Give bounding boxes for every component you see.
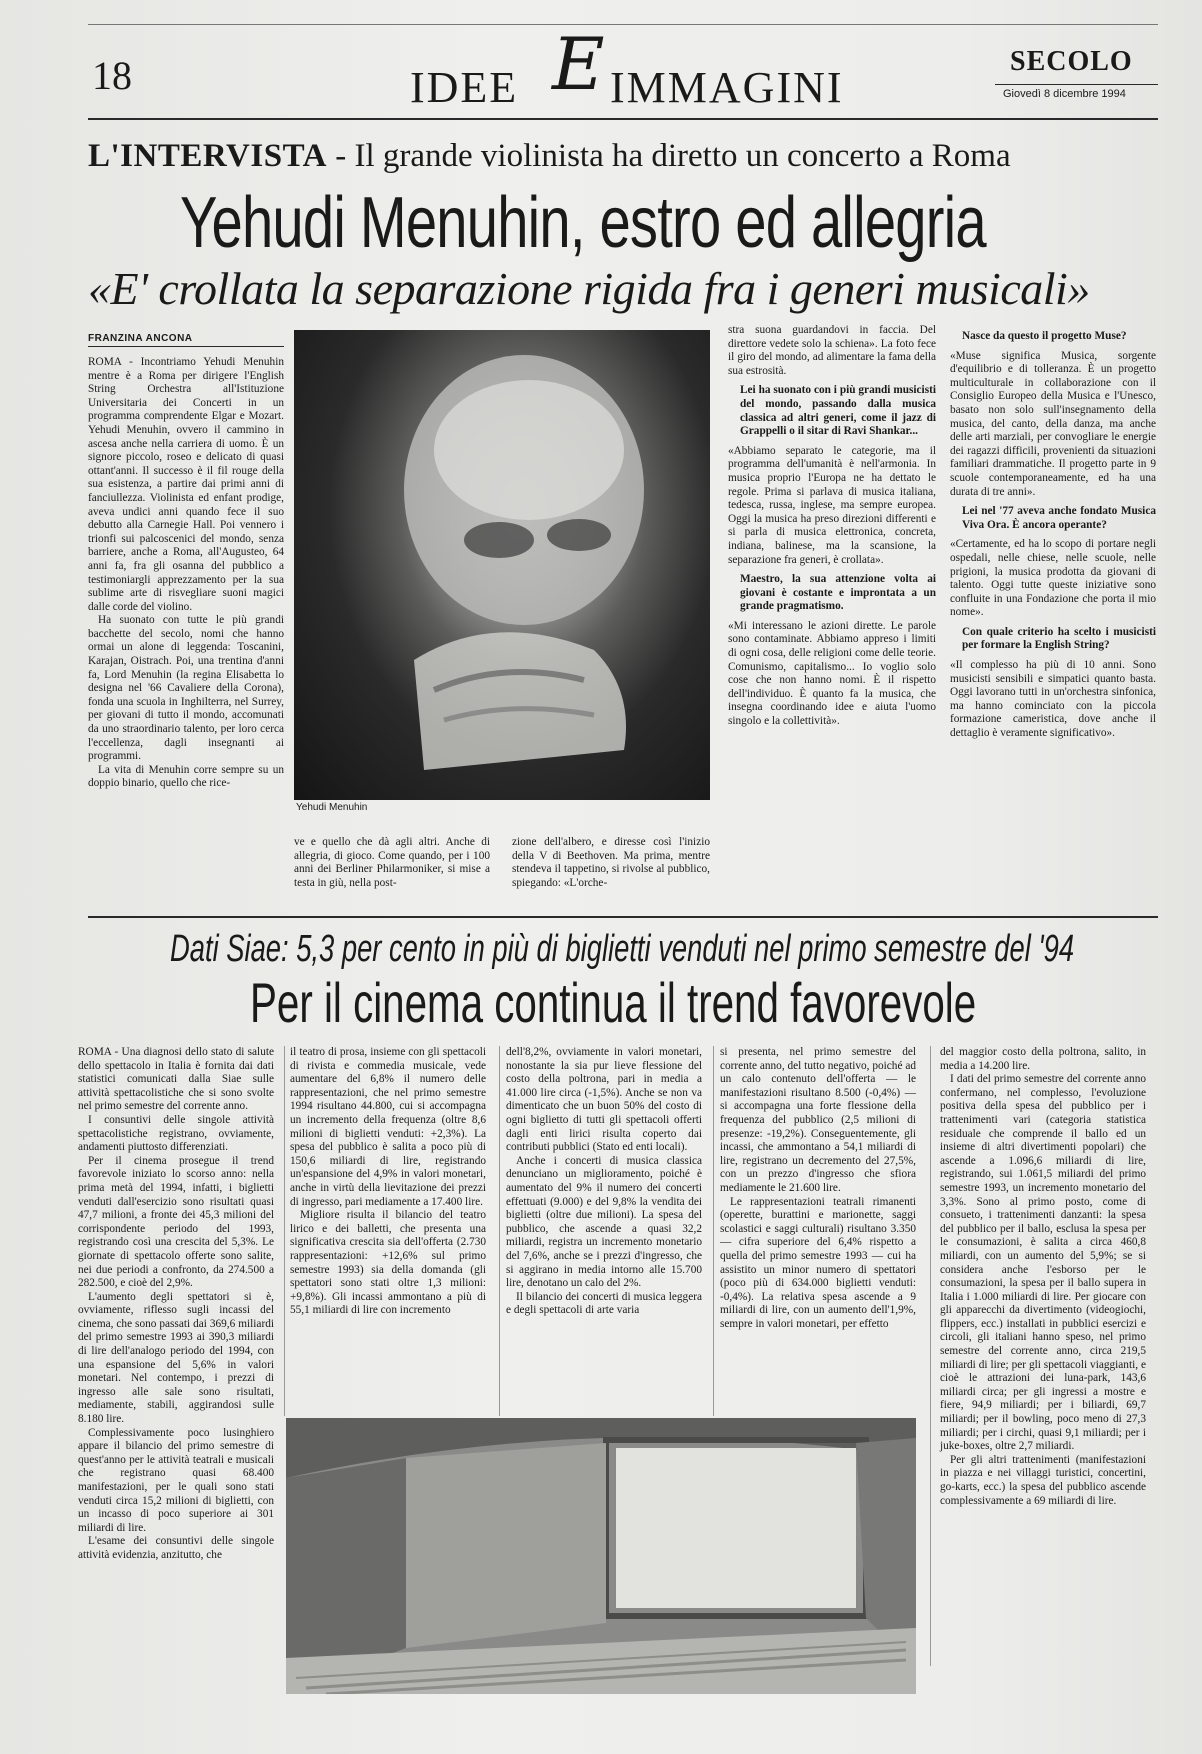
paragraph: Ha suonato con tutte le più grandi bacchette del secolo, nomi che hanno ormai un alone di leggenda: Toscanini, Karajan, Oistrach. Poi, una trentina d'anni fa, Lord Menuhin (la regina Elisabetta lo designa nel '66 Cavaliere della Corona), fonda una scuola in Inghilterra, nel Surrey, per giovani di tutto il mondo, accomunati da uno straordinario talento, per loro cerca l'eccellenza, dagli insegnanti ai programmi. xyxy=(88,614,284,763)
paragraph: si presenta, nel primo semestre del corrente anno, del tutto negativo, poiché ad un calo contenuto dell'offerta — le manifestazioni risultano 8.500 (-0,4%) — si accompagna una forte flessione della frequenza del pubblico (2,5 milioni di presenze: -19,2%). Conseguentemente, gli incassi, che ammontano a 54,1 miliardi di lire, registrano un decremento del 27,5%, con un prezzo d'ingresso che sfiora mediamente le 21.600 lire. xyxy=(720,1046,916,1194)
section-word-immagini: IMMAGINI xyxy=(610,63,844,112)
paragraph: Complessivamente poco lusinghiero appare il bilancio del primo semestre di quest'anno per le attività teatrali e musicali che registrano quasi 68.400 manifestazioni, per le quali sono stati venduti circa 15,2 milioni di biglietti, con un incasso di poco superiore ai 301 miliardi di lire. xyxy=(78,1426,274,1534)
cinema-column-4 xyxy=(720,1046,916,1331)
paragraph: Il bilancio dei concerti di musica leggera e degli spettacoli di arte varia xyxy=(506,1290,702,1317)
paragraph: ROMA - Incontriamo Yehudi Menuhin mentre è a Roma per dirigere l'English String Orchestra all'Istituzione Universitaria dei Concerti in un programma comprendente Elgar e Mozart. Yehudi Menuhin, ovvero il cammino in ascesa anche nella carriera di uomo. È un signore piccolo, roseo e delicato di quasi ottant'anni. Il successo è il fil rouge della sua esistenza, a partire dai primi anni di fanciullezza. Violinista ed enfant prodige, aveva undici anni quando fece il suo debutto alla Carnegie Hall. Poi vennero i trionfi sui palcoscenici del mondo, senza barriere, anche a Roma, all'Augusteo, 64 anni fa, fra gli osanna del pubblico a testimoniargli apprezzamento per la sua sublime arte di risvegliare suoni magici dalle corde del violino. xyxy=(88,356,284,613)
interview-column-3 xyxy=(512,836,710,890)
menuhin-photo xyxy=(294,330,710,800)
question: Con quale criterio ha scelto i musicisti per formare la English String? xyxy=(962,625,1156,652)
column-rule xyxy=(930,1046,931,1666)
issue-date: Giovedì 8 dicembre 1994 xyxy=(1003,88,1126,100)
interview-column-2 xyxy=(294,836,490,890)
question: Lei nel '77 aveva anche fondato Musica Viva Ora. È ancora operante? xyxy=(962,505,1156,531)
paragraph: dell'8,2%, ovviamente in valori monetari, nonostante la sia pur lieve flessione del costo della poltrona, pari in media a 41.000 lire circa (-1,5%). Anche se non va dimenticato che un buon 50% del costo di ogni biglietto di tutti gli spettacoli offerti dagli enti lirici risulta coperto dai contributi pubblici (Stato ed enti locali). xyxy=(506,1046,702,1154)
date-rule xyxy=(995,84,1158,85)
paragraph: «Certamente, ed ha lo scopo di portare negli ospedali, nelle chiese, nelle scuole, nelle prigioni, la musica prodotta da giovani di talento. Oggi tutte queste iniziative sono confluite in una Fondazione che porta il mio nome». xyxy=(950,538,1156,619)
cinema-column-2 xyxy=(290,1046,486,1318)
interview-kicker xyxy=(88,138,1158,175)
paragraph: Migliore risulta il bilancio del teatro lirico e dei balletti, che presenta una significativa crescita sia dell'offerta (2.730 rappresentazioni: +12,6% sul primo semestre 1993) sia della domanda (gli spettatori sono stati oltre 1,3 milioni: +9,8%). Gli incassi ammontano a più di 55,1 miliardi di lire con incremento xyxy=(290,1209,486,1317)
question: Maestro, la sua attenzione volta ai giovani è costante e improntata a un grande pragmatismo. xyxy=(740,573,936,613)
interview-headline: Yehudi Menuhin, estro ed allegria xyxy=(180,183,986,263)
paragraph: stra suona guardandovi in faccia. Del direttore vedete solo la schiena». La foto fece il giro del mondo, ad alimentare la fama della sua estrosità. xyxy=(728,324,936,377)
paragraph: del maggior costo della poltrona, salito, in media a 14.200 lire. xyxy=(940,1046,1146,1072)
cinema-column-1 xyxy=(78,1046,274,1563)
kicker-text: - Il grande violinista ha diretto un concerto a Roma xyxy=(326,138,1011,174)
paragraph: «Abbiamo separato le categorie, ma il programma dell'umanità è nell'armonia. In musica proprio l'Europa ne ha dettato le regole. Prima si parlava di musica italiana, tedesca, russa, inglese, ma sempre europea. Oggi la musica ha preso direzioni differenti e si parla di musica elettronica, concreta, indiana, balinese, ma la scansione, la separazione fra generi, è crollata». xyxy=(728,444,936,566)
byline-rule xyxy=(88,346,284,347)
paragraph: ve e quello che dà agli altri. Anche di allegria, di gioco. Come quando, per i 100 anni dei Berliner Philarmoniker, si mise a testa in giù, nella post- xyxy=(294,836,490,889)
column-rule xyxy=(499,1046,500,1416)
page-number: 18 xyxy=(92,53,132,98)
cinema-headline: Per il cinema continua il trend favorevole xyxy=(250,971,977,1034)
cinema-hall-image xyxy=(286,1418,916,1694)
cinema-kicker: Dati Siae: 5,3 per cento in più di biglietti venduti nel primo semestre del '94 xyxy=(170,928,1075,970)
paragraph: ROMA - Una diagnosi dello stato di salute dello spettacolo in Italia è fornita dai dati statistici comunicati dalla Siae sulle attività spettacolistiche che si sono svolte nel primo semestre del corrente anno. xyxy=(78,1046,274,1113)
paragraph: La vita di Menuhin corre sempre su un doppio binario, quello che rice- xyxy=(88,763,284,790)
paragraph: zione dell'albero, e diresse così l'inizio della V di Beethoven. Ma prima, mentre stendeva il tappetino, si rivolse al pubblico, spiegando: «L'orche- xyxy=(512,836,710,889)
cinema-column-5 xyxy=(940,1046,1146,1508)
paragraph: Anche i concerti di musica classica denunciano un miglioramento, poiché è aumentato del 9% il numero dei concerti effettuati (9.000) e del 9,8% la vendita dei biglietti (oltre due milioni). La spesa del pubblico, che ascende a quasi 32,2 miliardi, registra un incremento monetario del 7,6%, anche se i prezzi d'ingresso, che si aggirano in media intorno alle 15.700 lire, denotano un calo del 2%. xyxy=(506,1154,702,1290)
masthead-rule xyxy=(88,118,1158,120)
question: Lei ha suonato con i più grandi musicisti del mondo, passando dalla musica classica ad altri generi, come il jazz di Grappelli o il sitar di Ravi Shankar... xyxy=(740,384,936,438)
column-rule xyxy=(284,1046,285,1416)
paragraph: «Il complesso ha più di 10 anni. Sono musicisti sensibili e simpatici quanto basta. Oggi lavorano tutti in un'orchestra sinfonica, ma hanno cominciato con la piccola formazione cameristica, dove anche il dettaglio è veramente significativo». xyxy=(950,659,1156,740)
cinema-hall-photo xyxy=(286,1418,916,1694)
question: Nasce da questo il progetto Muse? xyxy=(962,330,1127,342)
paper-logo: SECOLO xyxy=(1010,46,1133,77)
paragraph: «Muse significa Musica, sorgente d'equilibrio e di tolleranza. È un progetto multiculturale in collaborazione con il Consiglio Europeo della Musica e l'Unesco, basato non solo sull'insegnamento della musica, del canto, della danza, ma anche delle arti marziali, per convogliare le energie dei ragazzi difficili, provenienti da situazioni familiari drammatiche. Il progetto parte in 9 scuole contemporaneamente, ed ha una durata di tre anni». xyxy=(950,349,1156,498)
article-separator xyxy=(88,916,1158,918)
paragraph: Per gli altri trattenimenti (manifestazioni in piazza e nei villaggi turistici, concertini, go-karts, ecc.) la spesa del pubblico ascende complessivamente a 69 miliardi di lire. xyxy=(940,1453,1146,1507)
column-rule xyxy=(713,1046,714,1416)
menuhin-portrait-image xyxy=(294,330,710,800)
paragraph: L'aumento degli spettatori si è, ovviamente, riflesso sugli incassi del cinema, che sono passati dai 369,6 miliardi del primo semestre 1993 ai 390,3 miliardi di lire dell'analogo periodo del 1994, con una espansione del 5,6% in valori monetari. Nel contempo, i prezzi di ingresso alle sale sono risultati, mediamente, stabili, aggirandosi sulle 8.180 lire. xyxy=(78,1290,274,1426)
kicker-label: L'INTERVISTA xyxy=(88,138,327,174)
paragraph: Le rappresentazioni teatrali rimanenti (operette, burattini e marionette, saggi scolastici e saggi culturali) risultano 3.350 — cifra superiore del 6,4% rispetto a quella del primo semestre 1993 — cui ha assistito un minor numero di spettatori (poco più di 634.000 biglietti venduti: -0,4%). La relativa spesa ascende a 9 miliardi di lire, con un aumento dell'1,9%, sempre in valori monetari, per effetto xyxy=(720,1195,916,1330)
paragraph: I dati del primo semestre del corrente anno confermano, nel complesso, l'evoluzione positiva della spesa del pubblico per i trattenimenti vari (categoria statistica residuale che comprende il ballo ed un insieme di altri divertimenti popolari) che ascende a 1.096,6 miliardi di lire, registrando, sui 1.061,5 miliardi del primo semestre 1993, un incremento monetario del 3,3%. Sono al primo posto, come di consueto, i trattenimenti danzanti: la spesa del pubblico per il ballo, esclusa la spesa per le consumazioni, è salita a circa 460,8 miliardi, con un aumento del 5,9%; se si considera anche l'esborso per le consumazioni, la spesa per il ballo supera in Italia i 1.000 miliardi di lire. Per giocare con gli apparecchi da divertimento (videogiochi, flippers, ecc.) installati in pubblici esercizi e circoli, gli italiani hanno speso, nel primo semestre del corrente anno, circa 219,5 miliardi di lire; per gli spettacoli viaggianti, e cioè le attrazioni dei luna-park, 143,6 miliardi circa; per gli ingressi a mostre e fiere, 94,9 miliardi; per i biliardi, 69,7 miliardi; per il bowling, poco meno di 27,3 miliardi; per i circhi, quasi 9,1 miliardi; per i juke-boxes, oltre 2,7 miliardi. xyxy=(940,1073,1146,1453)
paragraph: I consuntivi delle singole attività spettacolistiche registrano, ovviamente, andamenti piuttosto differenziati. xyxy=(78,1113,274,1154)
paragraph: il teatro di prosa, insieme con gli spettacoli di rivista e commedia musicale, vede aumentare del 6,8% il numero delle rappresentazioni, che nel primo semestre 1994 risultano 44.800, cui si accompagna un incremento della frequenza (oltre 8,6 milioni di biglietti venduti: +2,3%). La spesa del pubblico è salita a poco più di 150,6 miliardi di lire, registrando un'espansione del 4,9% in valori monetari, anche in virtù della lievitazione dei prezzi di ingresso, pari mediamente a 17.400 lire. xyxy=(290,1046,486,1208)
section-letter-e: E xyxy=(552,22,607,106)
top-rule xyxy=(88,24,1158,25)
interview-subheadline: «E' crollata la separazione rigida fra i generi musicali» xyxy=(88,263,1090,314)
paragraph: «Mi interessano le azioni dirette. Le parole sono contaminate. Abbiamo appreso i limiti di ogni cosa, delle religioni come delle teorie. Comunismo, capitalismo... Io voglio solo cose che non hanno nomi. È il rispetto dell'individuo. È quanto fa la musica, che insegna coordinando idee e aiuta l'uomo singolo e la collettività». xyxy=(728,619,936,728)
interview-column-5 xyxy=(950,324,1156,741)
interview-column-4 xyxy=(728,324,936,729)
paragraph: L'esame dei consuntivi delle singole attività evidenzia, anzitutto, che xyxy=(78,1535,274,1561)
paragraph: Per il cinema prosegue il trend favorevole iniziato lo scorso anno: nella prima metà del 1994, infatti, i biglietti venduti dall'esercizio sono risultati quasi 47,7 milioni, a fronte dei 45,3 milioni del corrispondente periodo del 1993, registrando così una crescita del 5,3%. Le giornate di spettacolo offerte sono salite, nei due periodi a confronto, da 274.500 a 282.500, e cioè del 2,9%. xyxy=(78,1154,274,1290)
byline: FRANZINA ANCONA xyxy=(88,333,193,344)
interview-column-1 xyxy=(88,356,284,791)
photo-caption: Yehudi Menuhin xyxy=(296,802,368,813)
cinema-column-3 xyxy=(506,1046,702,1318)
section-word-idee: IDEE xyxy=(410,63,519,112)
